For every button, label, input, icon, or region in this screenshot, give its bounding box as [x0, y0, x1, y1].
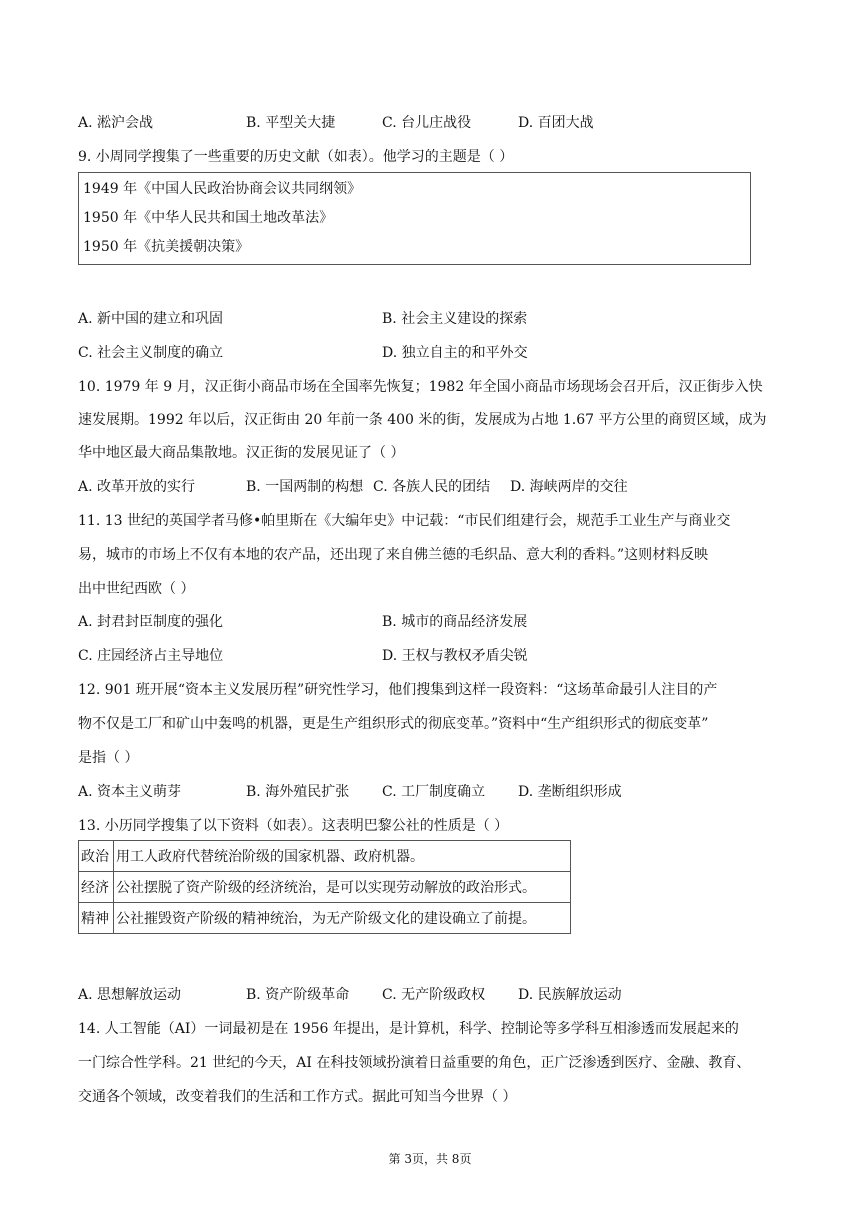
q12-line-1: 12. 901 班开展“资本主义发展历程”研究性学习，他们搜集到这样一段资料：“这场革命最引人注目的产 — [78, 682, 718, 698]
q12-line-3: 是指（ ） — [78, 750, 139, 766]
q12-option-b: B. 海外殖民扩张 — [246, 784, 350, 800]
table-row — [79, 841, 571, 872]
q12-option-c: C. 工厂制度确立 — [382, 784, 486, 800]
q11-option-c: C. 庄园经济占主导地位 — [78, 648, 224, 664]
q13-row-3-key: 精神 — [79, 903, 114, 934]
q13-option-b: B. 资产阶级革命 — [246, 987, 350, 1003]
q8-option-b: B. 平型关大捷 — [246, 115, 336, 131]
q13-row-3-value: 公社摧毁资产阶级的精神统治，为无产阶级文化的建设确立了前提。 — [114, 903, 571, 934]
table-row — [79, 903, 571, 934]
q9-stem: 9. 小周同学搜集了一些重要的历史文献（如表）。他学习的主题是（ ） — [78, 149, 514, 165]
page-number: 第 3页，共 8页 — [388, 1152, 472, 1166]
q13-row-2-key: 经济 — [79, 872, 114, 903]
q13-option-c: C. 无产阶级政权 — [382, 987, 486, 1003]
q11-option-a: A. 封君封臣制度的强化 — [78, 614, 224, 630]
q10-line-1: 10. 1979 年 9 月，汉正街小商品市场在全国率先恢复；1982 年全国小商品市场现场会召开后，汉正街步入快 — [78, 379, 763, 395]
q9-doc-2: 1950 年《中华人民共和国土地改革法》 — [83, 210, 334, 226]
q13-option-a: A. 思想解放运动 — [78, 987, 182, 1003]
q10-line-3: 华中地区最大商品集散地。汉正街的发展见证了（ ） — [78, 445, 405, 461]
q14-line-2: 一门综合性学科。21 世纪的今天，AI 在科技领域扮演着日益重要的角色，正广泛渗透到医疗、金融、教育、 — [78, 1055, 751, 1071]
q9-doc-1: 1949 年《中国人民政治协商会议共同纲领》 — [83, 181, 362, 197]
q9-option-d: D. 独立自主的和平外交 — [382, 345, 528, 361]
q14-line-3: 交通各个领域，改变着我们的生活和工作方式。据此可知当今世界（ ） — [78, 1089, 517, 1105]
q10-option-b: B. 一国两制的构想 — [246, 479, 364, 495]
q9-option-c: C. 社会主义制度的确立 — [78, 345, 224, 361]
q13-table — [78, 840, 571, 934]
q11-line-2: 易，城市的市场上不仅有本地的农产品，还出现了来自佛兰德的毛织品、意大利的香料。”这则材料反映 — [78, 547, 709, 563]
q10-option-a: A. 改革开放的实行 — [78, 479, 196, 495]
q10-option-d: D. 海峡两岸的交往 — [510, 479, 628, 495]
q11-option-b: B. 城市的商品经济发展 — [382, 614, 528, 630]
q10-option-c: C. 各族人民的团结 — [373, 479, 491, 495]
q12-option-a: A. 资本主义萌芽 — [78, 784, 182, 800]
q12-option-d: D. 垄断组织形成 — [518, 784, 622, 800]
q9-option-b: B. 社会主义建设的探索 — [382, 311, 528, 327]
q10-line-2: 速发展期。1992 年以后，汉正街由 20 年前一条 400 米的街，发展成为占地 1.67 平方公里的商贸区域，成为 — [78, 412, 767, 428]
q11-line-1: 11. 13 世纪的英国学者马修•帕里斯在《大编年史》中记载：“市民们组建行会，规范手工业生产与商业交 — [78, 513, 731, 529]
q13-row-2-value: 公社摆脱了资产阶级的经济统治，是可以实现劳动解放的政治形式。 — [114, 872, 571, 903]
q13-row-1-value: 用工人政府代替统治阶级的国家机器、政府机器。 — [114, 841, 571, 872]
q13-option-d: D. 民族解放运动 — [518, 987, 622, 1003]
q8-option-c: C. 台儿庄战役 — [382, 115, 472, 131]
q11-option-d: D. 王权与教权矛盾尖锐 — [382, 648, 528, 664]
q9-option-a: A. 新中国的建立和巩固 — [78, 311, 224, 327]
q9-document-box — [78, 172, 751, 265]
q8-option-a: A. 淞沪会战 — [78, 115, 154, 131]
q13-stem: 13. 小历同学搜集了以下资料（如表）。这表明巴黎公社的性质是（ ） — [78, 818, 509, 834]
q14-line-1: 14. 人工智能（AI）一词最初是在 1956 年提出，是计算机，科学、控制论等多学科互相渗透而发展起来的 — [78, 1021, 739, 1037]
table-row — [79, 872, 571, 903]
q8-option-d: D. 百团大战 — [518, 115, 594, 131]
q9-doc-3: 1950 年《抗美援朝决策》 — [83, 239, 250, 255]
q13-row-1-key: 政治 — [79, 841, 114, 872]
q11-line-3: 出中世纪西欧（ ） — [78, 581, 195, 597]
q12-line-2: 物不仅是工厂和矿山中轰鸣的机器，更是生产组织形式的彻底变革。”资料中“生产组织形式的彻底变革” — [78, 716, 709, 732]
